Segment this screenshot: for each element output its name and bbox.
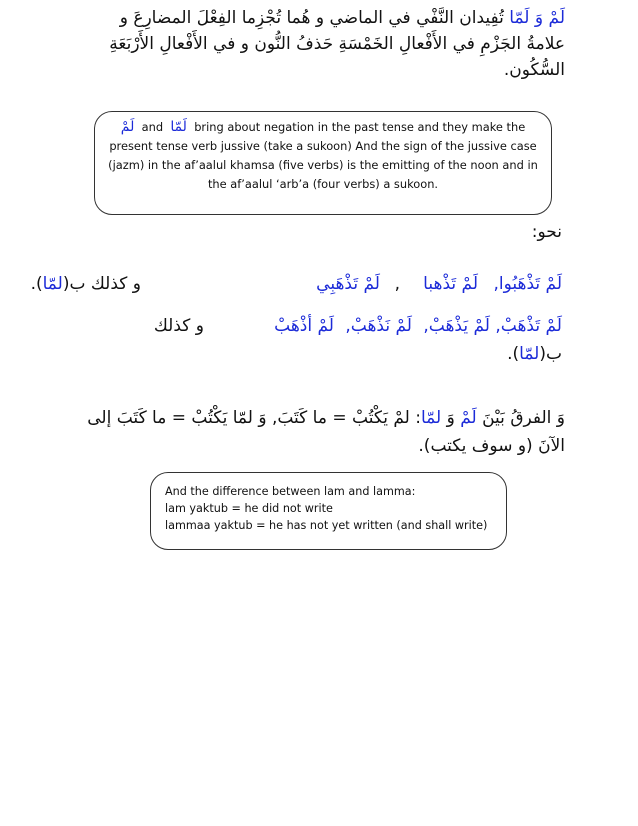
explanation-line-1 <box>105 118 541 137</box>
lam-wa-lamma-heading: لَمْ وَ لَمّا <box>509 8 565 28</box>
kadhalik-lamma-1 <box>31 272 141 298</box>
kadhalik-2: و كذلك <box>153 316 204 336</box>
ba-suffix: ). <box>507 344 520 364</box>
explanation-text-1: bring about negation in the past tense and they make the <box>194 120 526 134</box>
kadhalik-lamma-2 <box>507 342 562 368</box>
difference-box-line-1: And the difference between lam and lamma: <box>165 485 416 498</box>
example-lam-tadhhabi: لَمْ تَذْهَبِي <box>316 274 380 294</box>
example-lam-tadhhaba: لَمْ تَذْهبا <box>423 274 478 294</box>
difference-wa: وَ <box>441 408 461 428</box>
difference-prefix: وَ الفرقُ بَيْنَ <box>476 408 565 428</box>
difference-lamma: لمّا <box>420 408 442 428</box>
example-lam-tadhhabu: لَمْ تَذْهَبُوا, <box>493 274 562 294</box>
explanation-line-4: the af’aalul ‘arb’a (four verbs) a sukoon. <box>207 177 439 191</box>
explanation-line-2: present tense verb jussive (take a sukoon) And the sign of the jussive case <box>109 139 537 153</box>
explanation-line-3: (jazm) in the af’aalul khamsa (five verbs) is the emitting of the noon and in <box>108 158 538 172</box>
difference-box-line-3: lammaa yaktub = he has not yet written (and shall write) <box>165 519 488 532</box>
difference-box <box>150 472 507 550</box>
explanation-box <box>94 111 552 215</box>
ba-prefix: ب( <box>539 344 562 364</box>
example-separator: , <box>394 274 400 294</box>
difference-lam: لَمْ <box>460 408 477 428</box>
example-lam-yadhhab: لَمْ يَذْهَبْ, <box>423 316 490 336</box>
difference-box-line-2: lam yaktub = he did not write <box>165 502 333 515</box>
lamma-inline-2: لمّا <box>519 344 540 364</box>
example-lam-nadhhab: لَمْ نَذْهَبْ, <box>345 316 412 336</box>
difference-line-1 <box>87 406 565 432</box>
lamma-inline: لمّا <box>42 274 63 294</box>
example-lam-adhhab: لَمْ أذْهَبْ <box>274 316 334 336</box>
lam-word: لَمْ <box>120 119 135 135</box>
kadhalik-prefix: و كذلك ب( <box>62 274 141 294</box>
and-word: and <box>141 120 164 134</box>
intro-line-3: السُّكُون. <box>503 60 565 80</box>
difference-line-2: الآنَ (و سوف يكتب). <box>418 436 565 456</box>
difference-rest: : لمْ يَكْتُبْ = ما كَتَبَ, وَ لمّا يَكْتُبْ = ما كَتَبَ إلى <box>87 408 421 428</box>
intro-line-1 <box>120 6 565 32</box>
lamma-word: لَمّا <box>170 119 187 135</box>
kadhalik-suffix: ). <box>30 274 43 294</box>
intro-line-2: علامةُ الجَزْمِ في الأَفْعالِ الخَمْسَةِ حَذفُ النُّون و في الأَفْعالِ الأَرْبَعَةِ <box>109 34 565 54</box>
intro-line-1-text: تُفِيدان النَّفْي في الماضي و هُما تُجْزِما الفِعْلَ المضارِعَ و <box>119 8 510 28</box>
example-lam-tadhhab: لَمْ تَذْهَبْ, <box>495 316 562 336</box>
nahwa-label: نحو: <box>531 222 562 242</box>
